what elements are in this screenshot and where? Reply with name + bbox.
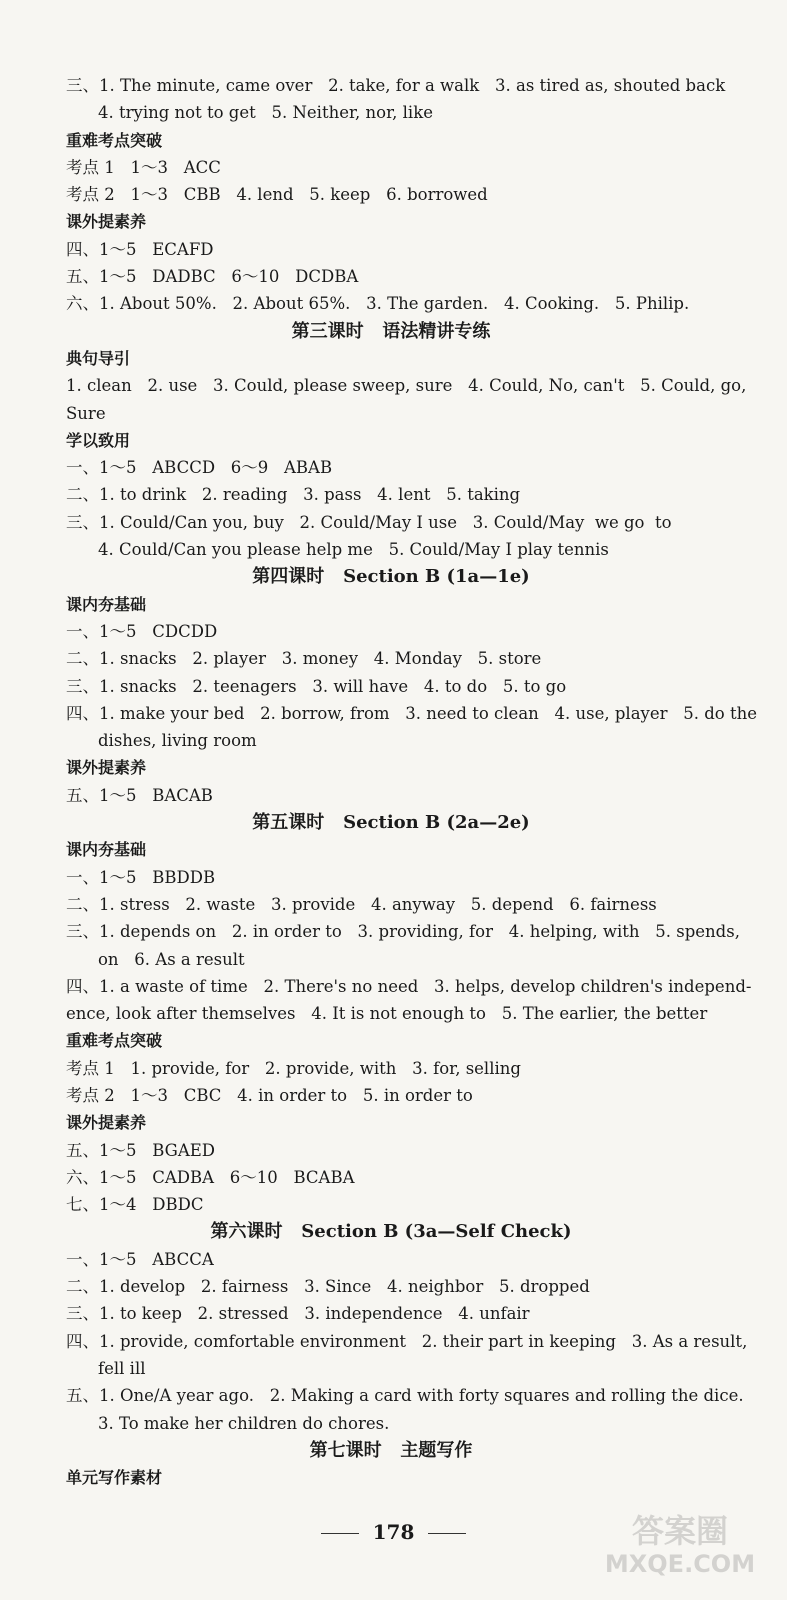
- section-title: 第五课时 Section B (2a—2e): [252, 812, 530, 834]
- section-title: 第七课时 主题写作: [309, 1439, 473, 1461]
- section-title: 第四课时 Section B (1a—1e): [252, 566, 530, 588]
- answer-line: 一、1～5 BBDDB: [66, 867, 216, 887]
- answer-line: 五、1～5 DADBC 6～10 DCDBA: [66, 267, 359, 287]
- answer-line: 考点 1 1. provide, for 2. provide, with 3. for, selling: [66, 1058, 521, 1078]
- answer-line: 四、1. provide, comfortable environment 2. their part in keeping 3. As a result,: [66, 1331, 748, 1351]
- section-title: 第六课时 Section B (3a—Self Check): [210, 1221, 572, 1243]
- answer-line: 五、1～5 BGAED: [66, 1140, 216, 1160]
- watermark-en: MXQE.COM: [604, 1550, 756, 1578]
- subsection-heading: 课内夯基础: [66, 594, 147, 614]
- answer-line: 一、1～5 ABCCD 6～9 ABAB: [66, 458, 333, 478]
- answer-line: 三、1. snacks 2. teenagers 3. will have 4. to do 5. to go: [66, 676, 567, 696]
- answer-line: 二、1. to drink 2. reading 3. pass 4. lent 5. taking: [66, 485, 521, 505]
- watermark-cn: 答案圈: [631, 1512, 729, 1550]
- answer-line: 三、1. Could/Can you, buy 2. Could/May I use 3. Could/May we go to: [66, 512, 672, 532]
- answer-line: 六、1～5 CADBA 6～10 BCABA: [66, 1167, 355, 1187]
- subsection-heading: 课外提素养: [66, 212, 147, 232]
- answer-line: 七、1～4 DBDC: [66, 1195, 204, 1215]
- answer-line: 五、1. One/A year ago. 2. Making a card with forty squares and rolling the dice.: [66, 1386, 744, 1406]
- answer-page: [66, 72, 757, 1491]
- subsection-heading: 典句导引: [66, 348, 131, 368]
- answer-line: 三、1. depends on 2. in order to 3. providing, for 4. helping, with 5. spends,: [66, 922, 740, 942]
- footer-dash-right: [428, 1533, 466, 1534]
- watermark-logo: [595, 1504, 765, 1580]
- answer-line: 二、1. develop 2. fairness 3. Since 4. neighbor 5. dropped: [66, 1277, 590, 1297]
- answer-line: 考点 2 1～3 CBB 4. lend 5. keep 6. borrowed: [66, 185, 488, 205]
- footer-dash-left: [321, 1533, 359, 1534]
- subsection-heading: 课外提素养: [66, 1113, 147, 1133]
- answer-line: 考点 1 1～3 ACC: [66, 157, 221, 177]
- answer-line: 三、1. to keep 2. stressed 3. independence 4. unfair: [66, 1304, 530, 1324]
- answer-line: Sure: [66, 403, 106, 423]
- answer-line: 二、1. snacks 2. player 3. money 4. Monday 5. store: [66, 649, 542, 669]
- subsection-heading: 单元写作素材: [66, 1468, 163, 1488]
- subsection-heading: 重难考点突破: [66, 1031, 163, 1051]
- answer-line: 4. Could/Can you please help me 5. Could/May I play tennis: [98, 540, 609, 560]
- answer-line: 3. To make her children do chores.: [98, 1413, 390, 1433]
- section-title: 第三课时 语法精讲专练: [291, 320, 491, 342]
- answer-line: 一、1～5 CDCDD: [66, 621, 218, 641]
- answer-line: 1. clean 2. use 3. Could, please sweep, sure 4. Could, No, can't 5. Could, go,: [66, 376, 747, 396]
- answer-line: 六、1. About 50%. 2. About 65%. 3. The garden. 4. Cooking. 5. Philip.: [66, 294, 690, 314]
- answer-line: 4. trying not to get 5. Neither, nor, like: [98, 103, 433, 123]
- answer-line: 三、1. The minute, came over 2. take, for a walk 3. as tired as, shouted back: [66, 76, 726, 95]
- page-number: 178: [372, 1520, 415, 1544]
- answer-line: 四、1～5 ECAFD: [66, 239, 214, 259]
- answer-line: 一、1～5 ABCCA: [66, 1249, 214, 1269]
- answer-line: 四、1. make your bed 2. borrow, from 3. need to clean 4. use, player 5. do the: [66, 703, 757, 723]
- answer-line: fell ill: [98, 1358, 146, 1378]
- subsection-heading: 学以致用: [66, 430, 131, 450]
- subsection-heading: 课外提素养: [66, 758, 147, 778]
- answer-line: 考点 2 1～3 CBC 4. in order to 5. in order to: [66, 1085, 473, 1105]
- subsection-heading: 课内夯基础: [66, 840, 147, 860]
- answer-line: on 6. As a result: [98, 949, 245, 969]
- answer-line: 二、1. stress 2. waste 3. provide 4. anyway 5. depend 6. fairness: [66, 894, 657, 914]
- answer-line: 四、1. a waste of time 2. There's no need 3. helps, develop children's independ-: [66, 976, 752, 996]
- subsection-heading: 重难考点突破: [66, 130, 163, 150]
- answer-line: dishes, living room: [98, 731, 257, 751]
- answer-line: 五、1～5 BACAB: [66, 785, 213, 805]
- answer-line: ence, look after themselves 4. It is not enough to 5. The earlier, the better: [66, 1004, 708, 1024]
